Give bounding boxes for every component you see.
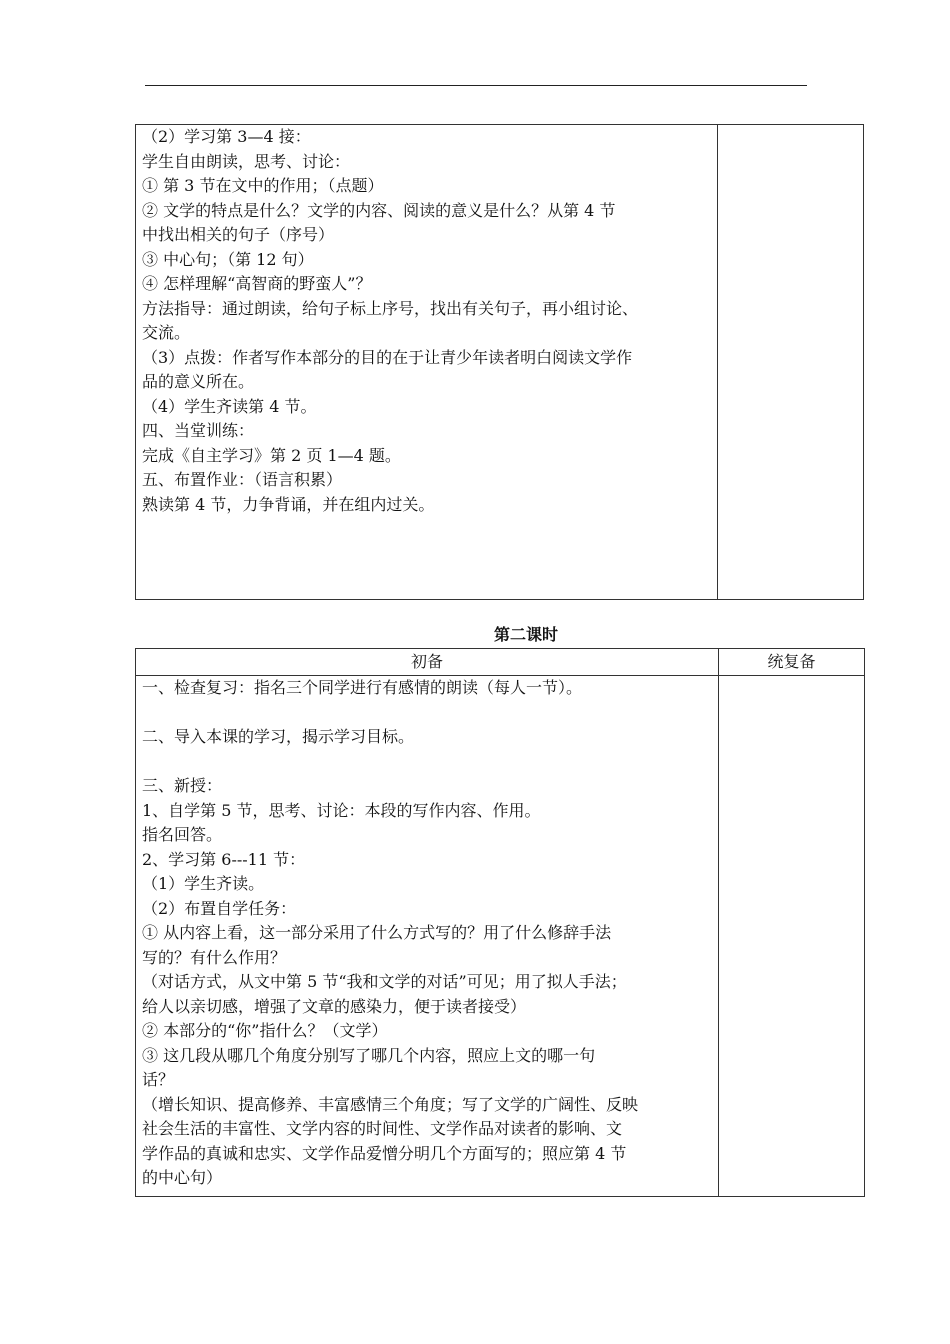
blank-line [142, 750, 712, 775]
header-rule [145, 85, 807, 86]
blank-line [142, 701, 712, 726]
text-line: ① 从内容上看，这一部分采用了什么方式写的？用了什么修辞手法 [142, 923, 612, 942]
text-line: （3）点拨：作者写作本部分的目的在于让青少年读者明白阅读文学作 [142, 347, 633, 367]
text-line: （1）学生齐读。 [142, 874, 265, 893]
text-line: （对话方式，从文中第 5 节“我和文学的对话”可见；用了拟人手法； [142, 972, 627, 991]
text-line: 指名回答。 [142, 825, 223, 844]
text-line: 写的？有什么作用？ [142, 947, 287, 967]
text-line: （增长知识、提高修养、丰富感情三个角度；写了文学的广阔性、反映 [142, 1094, 639, 1114]
text-line: ④ 怎样理解“高智商的野蛮人”？ [142, 274, 372, 293]
text-line: ③ 中心句；（第 12 句） [142, 249, 314, 269]
table-row [136, 125, 864, 600]
text-line: ② 本部分的“你”指什么？（文学） [142, 1021, 388, 1040]
section-title: 第二课时 [493, 625, 558, 644]
text-line: 话？ [142, 1070, 175, 1089]
table-header-row [136, 649, 865, 676]
line-list-2 [142, 676, 712, 1191]
table-row [136, 676, 865, 1197]
lesson-table-1 [135, 124, 864, 600]
column-header-review: 统复备 [719, 649, 865, 676]
text-line: （4）学生齐读第 4 节。 [142, 396, 317, 416]
text-line: 二、导入本课的学习，揭示学习目标。 [142, 727, 415, 746]
text-line: 五、布置作业：（语言积累） [142, 470, 343, 489]
text-line: 完成《自主学习》第 2 页 1—4 题。 [142, 445, 401, 465]
text-line: 熟读第 4 节，力争背诵，并在组内过关。 [142, 494, 435, 514]
line-list-1 [142, 125, 711, 517]
text-line: 方法指导：通过朗读，给句子标上序号，找出有关句子，再小组讨论、 [142, 298, 639, 318]
text-line: ③ 这几段从哪几个角度分别写了哪几个内容，照应上文的哪一句 [142, 1045, 596, 1065]
text-line: 品的意义所在。 [142, 372, 255, 391]
text-line: ① 第 3 节在文中的作用；（点题） [142, 176, 384, 195]
text-line: （2）学习第 3—4 接： [142, 127, 311, 146]
column-header-first-draft: 初备 [136, 649, 719, 676]
text-line: 一、检查复习：指名三个同学进行有感情的朗读（每人一节）。 [142, 678, 583, 697]
text-line: ② 文学的特点是什么？文学的内容、阅读的意义是什么？从第 4 节 [142, 200, 616, 220]
review-cell [719, 676, 865, 1197]
text-line: 社会生活的丰富性、文学内容的时间性、文学作品对读者的影响、文 [142, 1119, 623, 1138]
first-draft-cell [136, 676, 719, 1197]
text-line: 四、当堂训练： [142, 421, 255, 440]
text-line: 学作品的真诚和忠实、文学作品爱憎分明几个方面写的；照应第 4 节 [142, 1143, 627, 1163]
text-line: 中找出相关的句子（序号） [142, 225, 335, 244]
first-draft-cell [136, 125, 718, 600]
text-line: 给人以亲切感，增强了文章的感染力，便于读者接受） [142, 996, 527, 1016]
text-line: 1、自学第 5 节，思考、讨论：本段的写作内容、作用。 [142, 800, 541, 820]
lesson-table-2 [135, 648, 865, 1197]
text-line: 的中心句） [142, 1168, 223, 1187]
text-line: 三、新授： [142, 776, 223, 795]
text-line: （2）布置自学任务： [142, 898, 297, 918]
text-line: 学生自由朗读，思考、讨论： [142, 151, 351, 171]
text-line: 交流。 [142, 323, 191, 342]
review-cell [718, 125, 864, 600]
text-line: 2、学习第 6---11 节： [142, 849, 306, 869]
